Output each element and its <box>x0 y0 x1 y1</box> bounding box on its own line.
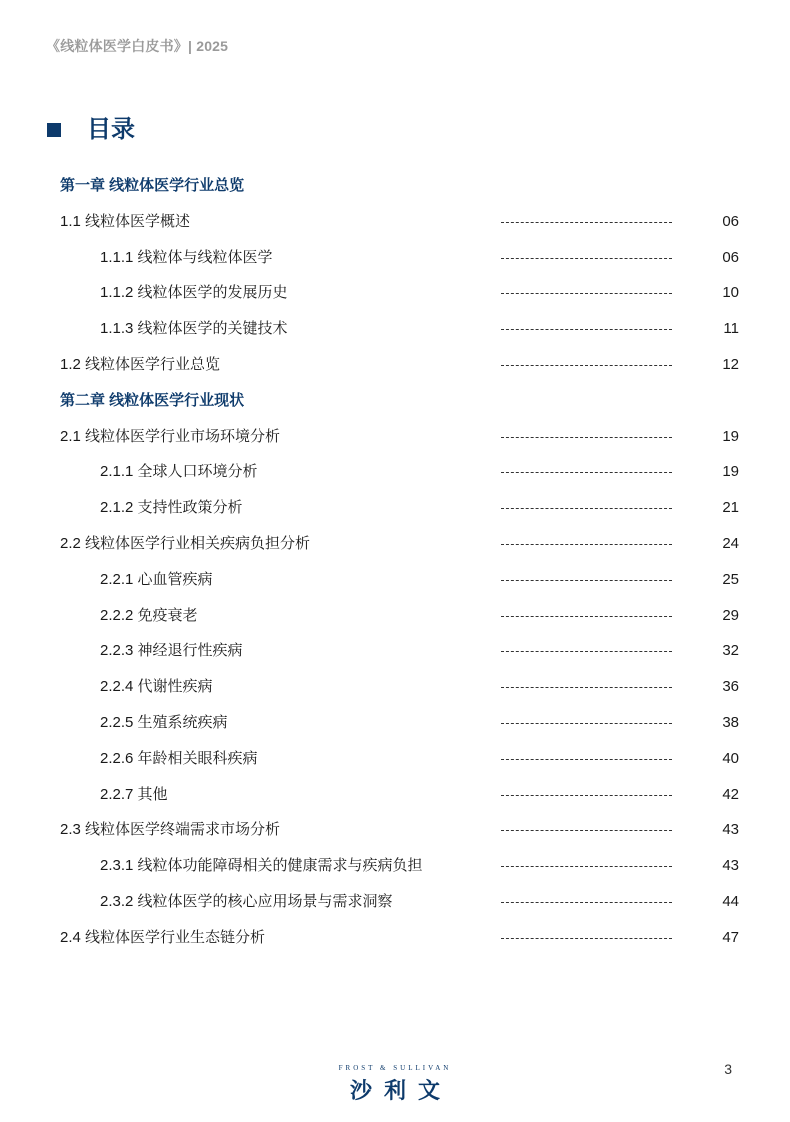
toc-entry[interactable] <box>0 347 790 383</box>
toc-entry[interactable] <box>0 705 790 741</box>
toc-page-number: 32 <box>722 642 739 660</box>
toc-page-number: 36 <box>722 678 739 696</box>
frost-sullivan-logo <box>330 1064 460 1105</box>
toc-entry-label: 2.2 线粒体医学行业相关疾病负担分析 <box>60 534 311 552</box>
toc-dot-leader <box>501 651 672 652</box>
table-of-contents <box>0 168 790 956</box>
toc-entry[interactable] <box>0 848 790 884</box>
toc-dot-leader <box>501 222 672 223</box>
toc-entry-label: 2.1 线粒体医学行业市场环境分析 <box>60 427 281 445</box>
toc-page-number: 25 <box>722 570 739 588</box>
toc-chapter-heading <box>0 383 790 419</box>
toc-dot-leader <box>501 830 672 831</box>
toc-entry[interactable] <box>0 598 790 634</box>
toc-entry-label: 2.2.3 神经退行性疾病 <box>100 642 243 660</box>
toc-entry-label: 1.1.3 线粒体医学的关键技术 <box>100 320 288 338</box>
toc-entry[interactable] <box>0 204 790 240</box>
toc-entry[interactable] <box>0 812 790 848</box>
toc-entry-label: 2.2.4 代谢性疾病 <box>100 678 213 696</box>
toc-dot-leader <box>501 866 672 867</box>
toc-page-number: 19 <box>722 463 739 481</box>
toc-entry-label: 1.1.1 线粒体与线粒体医学 <box>100 248 273 266</box>
toc-page-number: 12 <box>722 355 739 373</box>
toc-page-number: 11 <box>723 320 739 338</box>
toc-page-number: 40 <box>722 749 739 767</box>
toc-entry-label: 2.2.2 免疫衰老 <box>100 606 198 624</box>
toc-entry-label: 第一章 线粒体医学行业总览 <box>60 177 245 194</box>
toc-dot-leader <box>501 544 672 545</box>
toc-entry-label: 2.2.1 心血管疾病 <box>100 570 213 588</box>
toc-entry[interactable] <box>0 419 790 455</box>
toc-entry-label: 2.1.1 全球人口环境分析 <box>100 463 258 481</box>
toc-dot-leader <box>501 902 672 903</box>
toc-dot-leader <box>501 293 672 294</box>
toc-entry[interactable] <box>0 311 790 347</box>
toc-entry-label: 1.1.2 线粒体医学的发展历史 <box>100 284 288 302</box>
toc-entry[interactable] <box>0 454 790 490</box>
page-number: 3 <box>724 1061 732 1077</box>
toc-page-number: 44 <box>722 892 739 910</box>
toc-dot-leader <box>501 795 672 796</box>
toc-dot-leader <box>501 258 672 259</box>
toc-entry-label: 1.1 线粒体医学概述 <box>60 212 191 230</box>
toc-entry-label: 第二章 线粒体医学行业现状 <box>60 391 245 409</box>
toc-entry-label: 2.3.2 线粒体医学的核心应用场景与需求洞察 <box>100 892 393 910</box>
toc-page-number: 24 <box>722 534 739 552</box>
toc-entry[interactable] <box>0 884 790 920</box>
toc-entry[interactable] <box>0 562 790 598</box>
toc-page-number: 10 <box>722 284 739 302</box>
toc-page-number: 21 <box>722 499 739 517</box>
toc-entry[interactable] <box>0 777 790 813</box>
toc-entry[interactable] <box>0 275 790 311</box>
toc-dot-leader <box>501 687 672 688</box>
toc-entry-label: 1.2 线粒体医学行业总览 <box>60 355 221 373</box>
toc-dot-leader <box>501 365 672 366</box>
toc-dot-leader <box>501 580 672 581</box>
toc-dot-leader <box>501 329 672 330</box>
toc-page-number: 29 <box>722 606 739 624</box>
toc-entry-label: 2.3 线粒体医学终端需求市场分析 <box>60 821 281 839</box>
toc-dot-leader <box>501 938 672 939</box>
toc-entry[interactable] <box>0 669 790 705</box>
toc-page-number: 19 <box>722 427 739 445</box>
toc-entry[interactable] <box>0 633 790 669</box>
toc-entry-label: 2.1.2 支持性政策分析 <box>100 499 243 517</box>
toc-entry[interactable] <box>0 526 790 562</box>
toc-entry[interactable] <box>0 240 790 276</box>
toc-entry-label: 2.2.5 生殖系统疾病 <box>100 713 228 731</box>
square-bullet-icon <box>47 123 61 137</box>
toc-page-number: 42 <box>722 785 739 803</box>
toc-title: 目录 <box>87 116 135 143</box>
toc-page-number: 38 <box>722 713 739 731</box>
toc-entry[interactable] <box>0 920 790 956</box>
toc-entry[interactable] <box>0 741 790 777</box>
toc-entry-label: 2.4 线粒体医学行业生态链分析 <box>60 928 266 946</box>
document-header: 《线粒体医学白皮书》| 2025 <box>46 38 229 54</box>
toc-dot-leader <box>501 472 672 473</box>
toc-dot-leader <box>501 759 672 760</box>
toc-page-number: 06 <box>722 212 739 230</box>
toc-page-number: 43 <box>722 821 739 839</box>
logo-english-text: FROST & SULLIVAN <box>338 1064 452 1072</box>
toc-entry-label: 2.2.7 其他 <box>100 785 168 803</box>
toc-heading <box>47 114 135 146</box>
toc-dot-leader <box>501 723 672 724</box>
toc-page-number: 47 <box>722 928 739 946</box>
toc-page-number: 43 <box>722 857 739 875</box>
logo-chinese-text: 沙利文 <box>349 1078 452 1103</box>
toc-page-number: 06 <box>722 248 739 266</box>
toc-dot-leader <box>501 508 672 509</box>
toc-entry-label: 2.2.6 年龄相关眼科疾病 <box>100 749 258 767</box>
toc-entry[interactable] <box>0 490 790 526</box>
toc-dot-leader <box>501 437 672 438</box>
toc-entry-label: 2.3.1 线粒体功能障碍相关的健康需求与疾病负担 <box>100 857 423 875</box>
toc-chapter-heading <box>0 168 790 204</box>
toc-dot-leader <box>501 616 672 617</box>
